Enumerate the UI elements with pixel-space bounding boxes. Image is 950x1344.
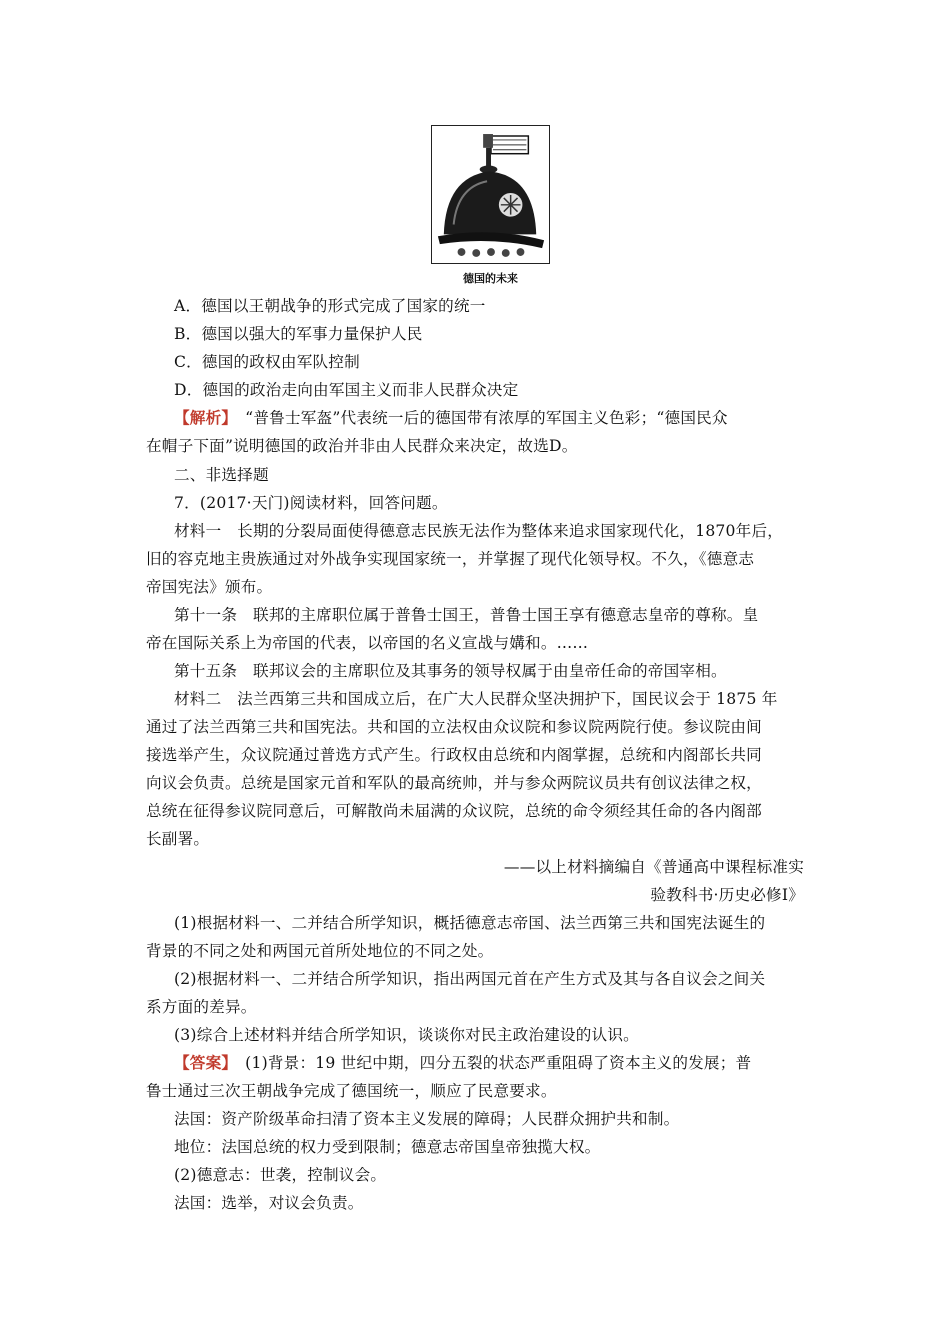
material1-line: 材料一 长期的分裂局面使得德意志民族无法作为整体来追求国家现代化，1870年后， — [174, 522, 784, 540]
answer-line-5: (2)德意志：世袭，控制议会。 — [174, 1166, 387, 1184]
q2-line: (2)根据材料一、二并结合所学知识，指出两国元首在产生方式及其与各自议会之间关 — [174, 970, 766, 988]
material2-line: 通过了法兰西第三共和国宪法。共和国的立法权由众议院和参议院两院行使。参议院由间 — [146, 718, 762, 736]
figure-caption: 德国的未来 — [463, 272, 518, 285]
material2-line: 接选举产生，众议院通过普选方式产生。行政权由总统和内阁掌握，总统和内阁部长共同 — [146, 746, 762, 764]
q1-line: (1)根据材料一、二并结合所学知识，概括德意志帝国、法兰西第三共和国宪法诞生的 — [174, 914, 766, 932]
answer-line-4: 地位：法国总统的权力受到限制；德意志帝国皇帝独揽大权。 — [174, 1138, 601, 1156]
cartoon-figure — [431, 125, 550, 264]
answer-line-6: 法国：选举，对议会负责。 — [174, 1194, 364, 1212]
material2-line: 总统在征得参议院同意后，可解散尚未届满的众议院，总统的命令须经其任命的各内阁部 — [146, 802, 762, 820]
option-d: D．德国的政治走向由军国主义而非人民群众决定 — [174, 381, 519, 399]
answer-tag: 【答案】 — [174, 1053, 230, 1072]
analysis-text-1: “普鲁士军盔”代表统一后的德国带有浓厚的军国主义色彩；“德国民众 — [229, 409, 728, 427]
material2-line: 材料二 法兰西第三共和国成立后，在广大人民群众坚决拥护下，国民议会于 1875 年 — [174, 690, 778, 708]
answer-line-2: 鲁士通过三次王朝战争完成了德国统一，顺应了民意要求。 — [146, 1082, 557, 1100]
q2-line: 系方面的差异。 — [146, 998, 257, 1016]
answer-text-1: (1)背景：19 世纪中期，四分五裂的状态严重阻碍了资本主义的发展；普 — [229, 1054, 752, 1072]
source-line: 验教科书·历史必修Ⅰ》 — [650, 886, 804, 904]
q3-line: (3)综合上述材料并结合所学知识，谈谈你对民主政治建设的认识。 — [174, 1026, 639, 1044]
article11-line: 帝在国际关系上为帝国的代表，以帝国的名义宣战与媾和。…… — [146, 634, 589, 652]
helmet-cartoon-icon — [432, 126, 549, 263]
article15-line: 第十五条 联邦议会的主席职位及其事务的领导权属于由皇帝任命的帝国宰相。 — [174, 662, 727, 680]
option-c: C．德国的政权由军队控制 — [174, 353, 360, 371]
article11-line: 第十一条 联邦的主席职位属于普鲁士国王，普鲁士国王享有德意志皇帝的尊称。皇 — [174, 606, 759, 624]
answer-line-3: 法国：资产阶级革命扫清了资本主义发展的障碍；人民群众拥护共和制。 — [174, 1110, 680, 1128]
material2-line: 长副署。 — [146, 830, 210, 848]
q1-line: 背景的不同之处和两国元首所处地位的不同之处。 — [146, 942, 494, 960]
question-7: 7．(2017·天门)阅读材料，回答问题。 — [174, 494, 448, 512]
analysis-line-1 — [174, 408, 834, 428]
material1-line: 帝国宪法》颁布。 — [146, 578, 273, 596]
answer-line-1 — [174, 1053, 834, 1073]
material2-line: 向议会负责。总统是国家元首和军队的最高统帅，并与参众两院议员共有创议法律之权， — [146, 774, 762, 792]
material1-line: 旧的容克地主贵族通过对外战争实现国家统一，并掌握了现代化领导权。不久，《德意志 — [146, 550, 755, 568]
source-line: ——以上材料摘编自《普通高中课程标准实 — [503, 858, 804, 876]
analysis-line-2: 在帽子下面”说明德国的政治并非由人民群众来决定，故选D。 — [146, 437, 578, 455]
option-b: B．德国以强大的军事力量保护人民 — [174, 325, 423, 343]
section-heading: 二、非选择题 — [174, 466, 269, 484]
analysis-tag: 【解析】 — [174, 408, 230, 427]
option-a: A．德国以王朝战争的形式完成了国家的统一 — [174, 297, 486, 315]
